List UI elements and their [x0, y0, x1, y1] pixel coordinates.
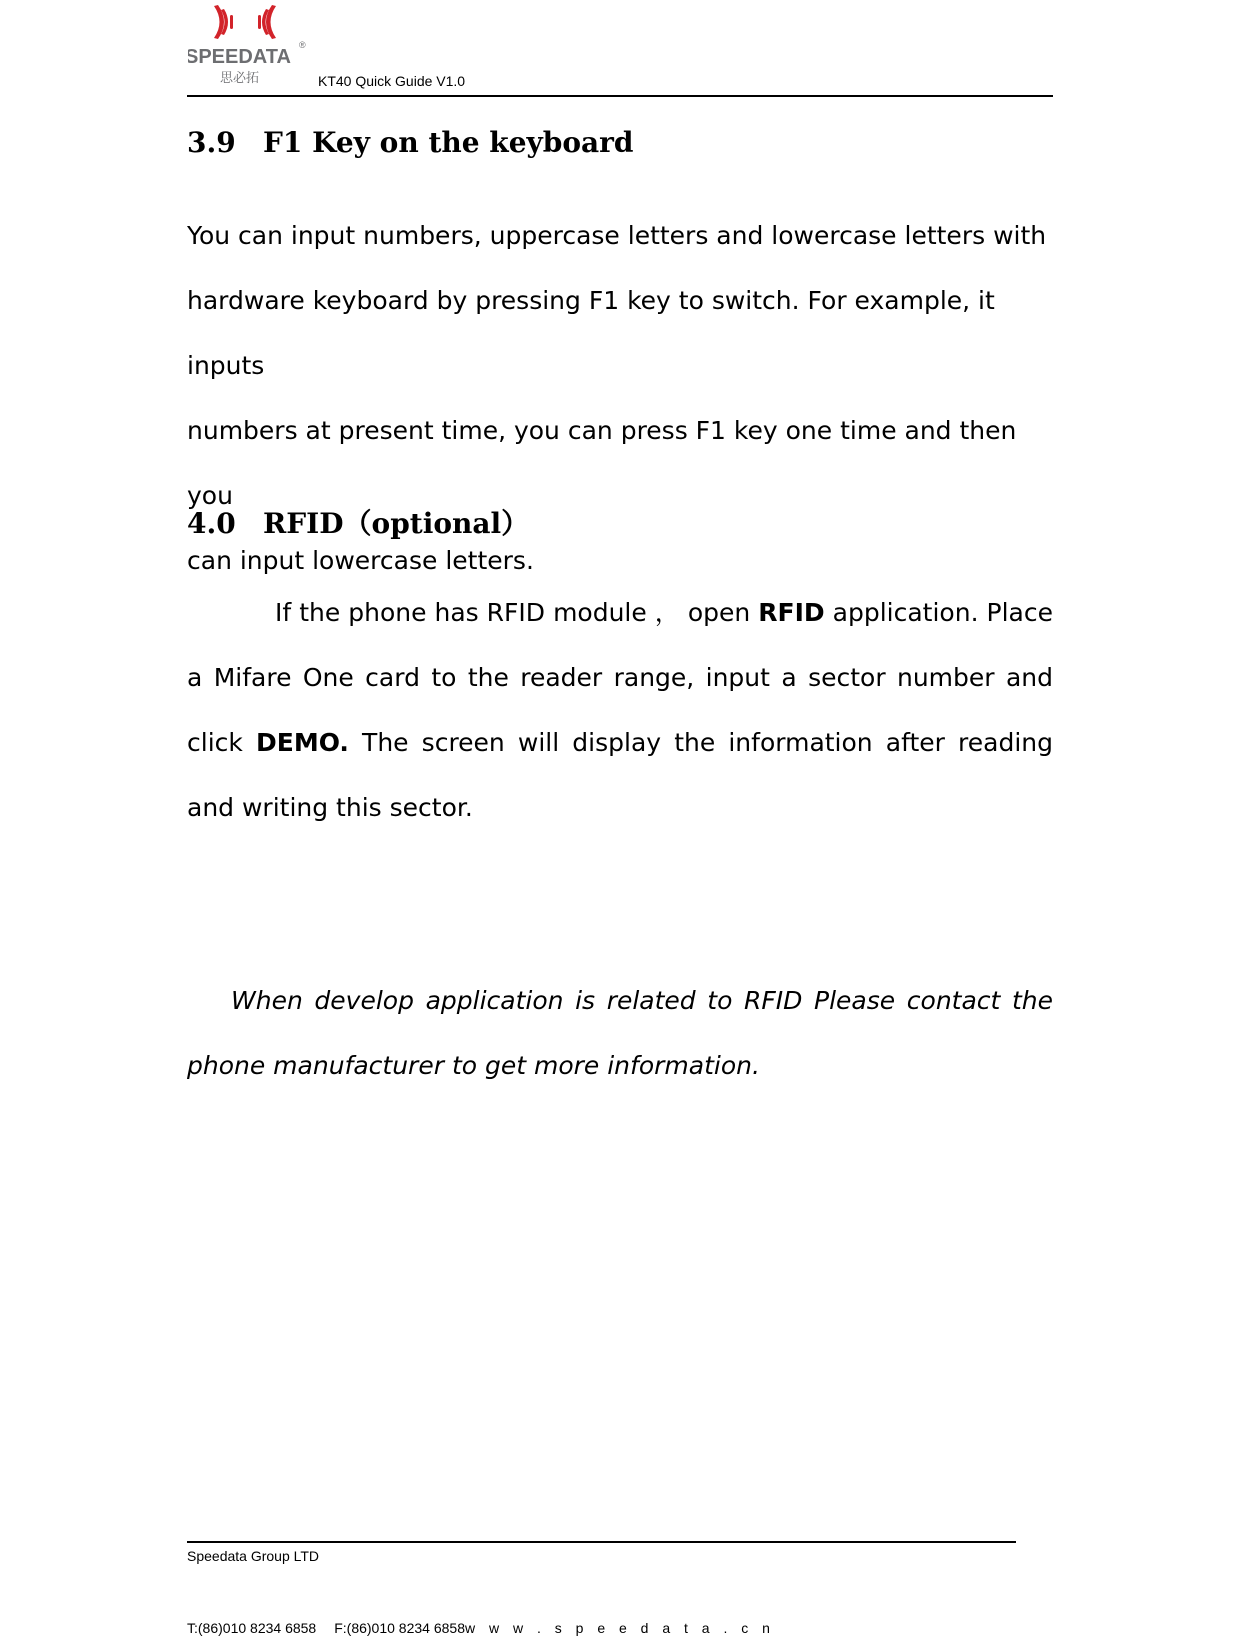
document-title: KT40 Quick Guide V1.0	[318, 73, 466, 89]
section-heading-4-0	[187, 502, 529, 542]
section-title: F1 Key on the keyboard	[263, 126, 634, 159]
rfid-text-part2: application. Place a Mifare One card to the reader range, input a sector number and click	[187, 598, 1054, 757]
rfid-text-part1: If the phone has RFID module ， open	[275, 598, 759, 627]
logo-chinese-text: 思必拓	[220, 71, 260, 86]
footer-company: Speedata Group LTD	[187, 1548, 320, 1564]
footer-phone: T:(86)010 8234 6858	[187, 1620, 317, 1636]
rfid-note-text: When develop application is related to RFID Please contact the phone manufacturer to get more information.	[187, 986, 1053, 1080]
logo-registered-mark: ®	[299, 40, 306, 50]
footer-website: w w w . s p e e d a t a . c n	[464, 1620, 775, 1636]
rfid-note-paragraph	[187, 968, 1053, 1098]
footer-fax: F:(86)010 8234 6858	[334, 1620, 465, 1636]
speedata-logo-graphic	[188, 0, 323, 92]
rfid-paragraph	[187, 580, 1053, 840]
section-heading-3-9	[187, 126, 634, 159]
section-number: 3.9	[187, 126, 236, 159]
header-divider	[187, 95, 1053, 97]
rfid-text-part3: The screen will display the information after reading and writing this sector.	[187, 728, 1053, 822]
speedata-logo	[188, 0, 323, 92]
section-number: 4.0	[187, 507, 236, 540]
footer-divider	[187, 1541, 1016, 1543]
radio-waves-icon	[214, 5, 276, 39]
f1-key-paragraph: You can input numbers, uppercase letters and lowercase letters with hardware keyboard by pressing F1 key to switch. For example, it inputs numbers at present time, you can press F1 key one time and then you can input lowercase letters.	[187, 221, 1047, 575]
logo-brand-text: SPEEDATA	[188, 46, 291, 68]
section-title: RFID（optional）	[263, 507, 530, 540]
rfid-app-name: RFID	[758, 598, 825, 627]
footer-contact	[187, 1620, 775, 1636]
demo-label: DEMO.	[256, 728, 349, 757]
